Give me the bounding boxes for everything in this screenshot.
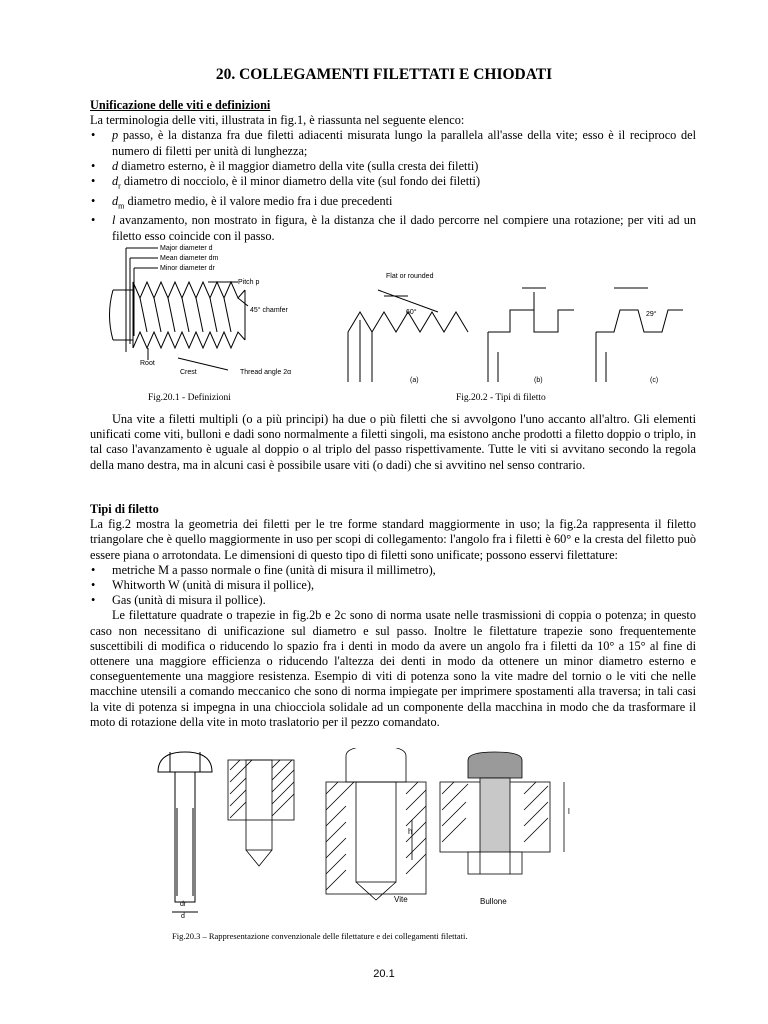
svg-text:Root: Root: [140, 360, 155, 367]
section-definitions: [90, 98, 696, 244]
svg-text:d: d: [181, 913, 185, 920]
svg-text:Pitch p: Pitch p: [238, 279, 260, 286]
svg-text:60°: 60°: [406, 309, 417, 316]
figure-threaded-connections: [150, 748, 590, 920]
svg-text:(b): (b): [534, 377, 543, 384]
section-heading: Unificazione delle viti e definizioni: [90, 98, 271, 112]
svg-text:Flat or rounded: Flat or rounded: [386, 273, 434, 280]
figure-caption: Fig.20.3 – Rappresentazione convenzionale delle filettature e dei collegamenti filettati.: [172, 931, 468, 941]
list-item: • l avanzamento, non mostrato in figura, è la distanza che il dado percorre nel compiere una rotazione; per viti ad un filetto esso coincide con il passo.: [90, 213, 696, 243]
list-item: • metriche M a passo normale o fine (unità di misura il millimetro),: [90, 563, 696, 578]
svg-text:Minor diameter dr: Minor diameter dr: [160, 265, 215, 272]
svg-text:(a): (a): [410, 377, 419, 384]
svg-text:dr: dr: [180, 901, 187, 908]
svg-text:Major diameter d: Major diameter d: [160, 245, 213, 252]
svg-text:(c): (c): [650, 377, 659, 384]
svg-text:l: l: [568, 807, 570, 816]
svg-text:Thread angle 2α: Thread angle 2α: [240, 369, 292, 376]
svg-text:h: h: [408, 827, 413, 836]
svg-text:45° chamfer: 45° chamfer: [250, 307, 288, 314]
page-title: 20. COLLEGAMENTI FILETTATI E CHIODATI: [215, 66, 553, 83]
section-intro: La fig.2 mostra la geometria dei filetti per le tre forme standard maggiormente in uso; la fig.2a rappresenta il filetto triangolare che è quello maggiormente in uso per scopi di collegamento: l'angolo fra i filetti è 60° e la cresta del filetto può essere piana o arrotondata. Le dimensioni di questo tipo di filetti sono unificate; possono esservi filettature:: [90, 517, 696, 562]
svg-text:Bullone: Bullone: [480, 897, 507, 906]
figure-caption: Fig.20.2 - Tipi di filetto: [456, 393, 546, 403]
svg-text:29°: 29°: [646, 311, 657, 318]
list-item: • Whitworth W (unità di misura il pollice),: [90, 578, 696, 593]
section-intro: La terminologia delle viti, illustrata in fig.1, è riassunta nel seguente elenco:: [90, 113, 465, 128]
svg-text:Crest: Crest: [180, 369, 197, 376]
figure-thread-definitions: [108, 240, 338, 388]
svg-text:Vite: Vite: [394, 895, 408, 904]
section-heading: Tipi di filetto: [90, 502, 159, 516]
list-item: • d diametro esterno, è il maggior diametro della vite (sulla cresta dei filetti): [90, 159, 696, 174]
list-item: • p passo, è la distanza fra due filetti adiacenti misurata lungo la parallela all'asse della vite; esso è il reciproco del numero di filetti per unità di lunghezza;: [90, 128, 696, 158]
list-item: • $d_r$ diametro di nocciolo, è il minor diametro della vite (sul fondo dei filetti): [90, 174, 696, 194]
list-item: • Gas (unità di misura il pollice).: [90, 593, 696, 608]
figure-caption: Fig.20.1 - Definizioni: [148, 393, 231, 403]
section-thread-types: [90, 502, 696, 730]
page-number: 20.1: [373, 968, 395, 980]
thread-types-list: [90, 563, 696, 609]
definitions-list: [90, 128, 696, 243]
list-item: • $d_m$ diametro medio, è il valore medio fra i due precedenti: [90, 194, 696, 214]
paragraph-power-screws: Le filettature quadrate o trapezie in fig.2b e 2c sono di norma usate nelle trasmissioni di coppia o potenza; in questo caso non necessitano di unificazione sul diametro e sul passo. Inoltre le filettature trapezie sono frequentemente suscettibili di modifica o riducendo lo spazio fra i denti in modo da avere un angolo fra i filetti da 10° a 15° al fine di ottenere una maggiore efficienza o riducendo l'altezza dei denti in modo da ottenere un minor diametro esterno e conseguentemente una maggiore resistenza. Esempio di viti di potenza sono la vite madre del tornio o le viti che nelle macchine utensili a comando meccanico che sono di norma impiegate per imprimere spostamenti alla traversa; in tali casi la vite di potenza si impegna in una chiocciola solidale ad un componente della macchina in modo che da trasformare il moto di rotazione della vite in moto traslatorio per il pezzo comandato.: [90, 608, 696, 729]
svg-text:Mean diameter dm: Mean diameter dm: [160, 255, 219, 262]
figure-thread-types: [338, 262, 698, 388]
paragraph-multiple-threads: Una vite a filetti multipli (o a più principi) ha due o più filetti che si avvolgono l'uno accanto all'altro. Gli elementi unificati come viti, bulloni e dadi sono normalmente a filetti singoli, ma esistono anche prodotti a filetto doppio o triplo, in tal caso l'avanzamento è uguale al doppio o al triplo del passo rispettivamente. Tutte le viti si avvitano secondo la regola della mano destra, ma in alcuni casi è possibile usare viti (o dadi) che si avvitino nel senso contrario.: [90, 412, 696, 472]
